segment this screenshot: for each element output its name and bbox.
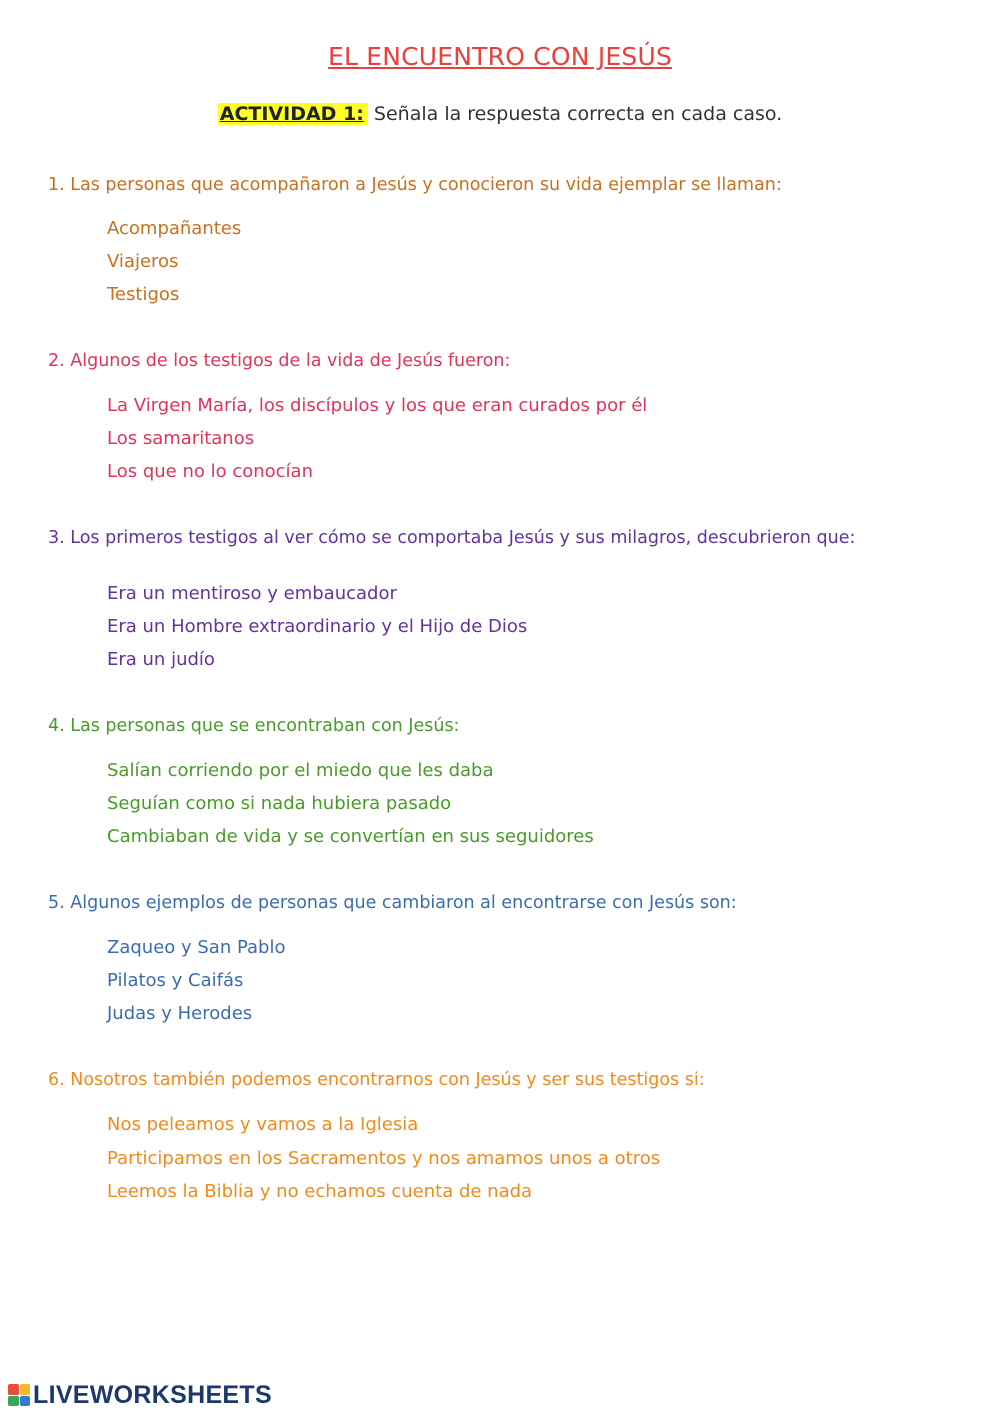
activity-label: ACTIVIDAD 1: [218, 103, 368, 125]
logo-square-blue [20, 1396, 31, 1407]
footer-logo [8, 1380, 272, 1410]
worksheet-title: EL ENCUENTRO CON JESÚS [327, 42, 673, 71]
q6-option-1[interactable]: Nos peleamos y vamos a la Iglesia [107, 1114, 419, 1135]
activity-text: Señala la respuesta correcta en cada caso. [367, 103, 783, 125]
activity-instruction [0, 103, 1000, 125]
liveworksheets-logo-icon [8, 1384, 30, 1406]
logo-square-red [8, 1384, 19, 1395]
question-6: 6. Nosotros también podemos encontrarnos con Jesús y ser sus testigos si: [48, 1070, 705, 1090]
q1-option-3[interactable]: Testigos [107, 284, 180, 305]
q5-option-1[interactable]: Zaqueo y San Pablo [107, 937, 286, 958]
q5-option-2[interactable]: Pilatos y Caifás [107, 970, 244, 991]
footer-brand-text: LIVEWORKSHEETS [33, 1380, 272, 1409]
logo-square-green [8, 1396, 19, 1407]
q4-option-2[interactable]: Seguían como si nada hubiera pasado [107, 793, 452, 814]
q3-option-1[interactable]: Era un mentiroso y embaucador [107, 583, 397, 604]
logo-square-yellow [20, 1384, 31, 1395]
q2-option-1[interactable]: La Virgen María, los discípulos y los que eran curados por él [107, 395, 648, 416]
question-3: 3. Los primeros testigos al ver cómo se comportaba Jesús y sus milagros, descubrieron que: [48, 528, 856, 548]
q1-option-1[interactable]: Acompañantes [107, 218, 242, 239]
q3-option-2[interactable]: Era un Hombre extraordinario y el Hijo de Dios [107, 616, 528, 637]
q3-option-3[interactable]: Era un judío [107, 649, 215, 670]
question-1: 1. Las personas que acompañaron a Jesús y conocieron su vida ejemplar se llaman: [48, 175, 782, 195]
question-5: 5. Algunos ejemplos de personas que cambiaron al encontrarse con Jesús son: [48, 893, 737, 913]
q4-option-1[interactable]: Salían corriendo por el miedo que les daba [107, 760, 494, 781]
q2-option-2[interactable]: Los samaritanos [107, 428, 255, 449]
question-4: 4. Las personas que se encontraban con Jesús: [48, 716, 460, 736]
q5-option-3[interactable]: Judas y Herodes [107, 1003, 253, 1024]
q1-option-2[interactable]: Viajeros [107, 251, 179, 272]
q6-option-3[interactable]: Leemos la Biblia y no echamos cuenta de nada [107, 1181, 533, 1202]
q2-option-3[interactable]: Los que no lo conocían [107, 461, 313, 482]
q4-option-3[interactable]: Cambiaban de vida y se convertían en sus seguidores [107, 826, 594, 847]
question-2: 2. Algunos de los testigos de la vida de Jesús fueron: [48, 351, 511, 371]
q6-option-2[interactable]: Participamos en los Sacramentos y nos amamos unos a otros [107, 1148, 661, 1169]
